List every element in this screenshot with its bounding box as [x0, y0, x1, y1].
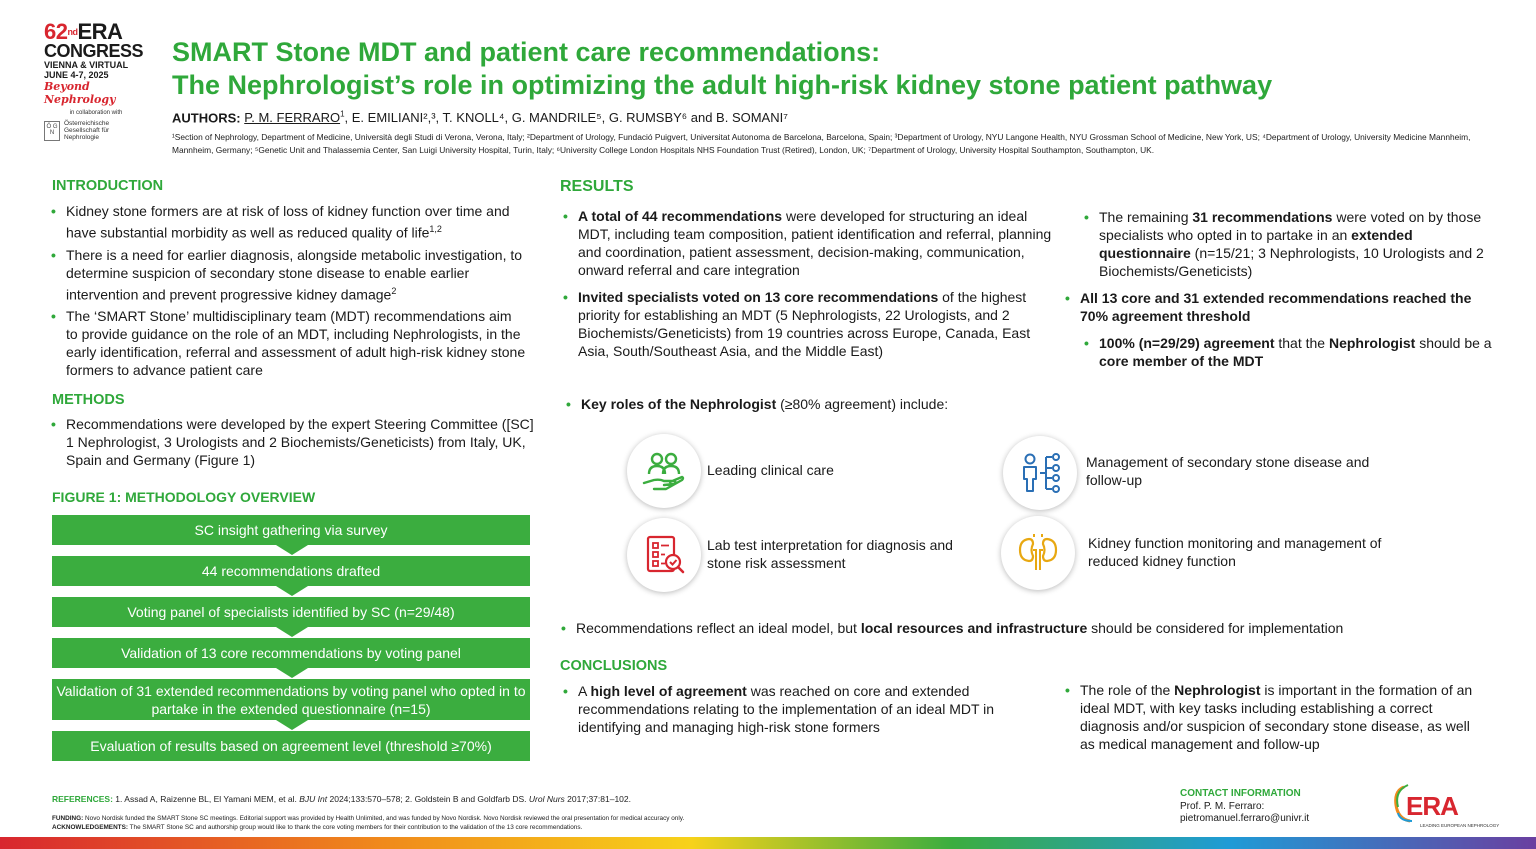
- results-list-right-3: [1083, 334, 1493, 370]
- intro-bullet-2: There is a need for earlier diagnosis, alongside metabolic investigation, to determine suspicion of secondary stone disease to enable earlier intervention and prevent progressive kidney damage: [66, 246, 523, 303]
- list-item: [50, 415, 536, 469]
- list-item: [1083, 208, 1493, 280]
- collab-text: in collaboration with: [69, 110, 123, 116]
- role-icon-circle-4: [1001, 516, 1075, 590]
- role-text-4: Kidney function monitoring and management of reduced kidney function: [1088, 535, 1382, 569]
- lab-checklist-icon: [640, 531, 688, 579]
- result-3-bold-2: extended questionnaire: [1099, 227, 1413, 261]
- kidneys-icon: [1014, 529, 1062, 577]
- other-authors: E. EMILIANI²,³, T. KNOLL⁴, G. MANDRILE⁵, G. RUMSBY⁶ and B. SOMANI⁷: [351, 110, 788, 126]
- key-roles-bold: Key roles of the Nephrologist: [581, 396, 777, 412]
- ideal-bold: local resources and infrastructure: [860, 620, 1088, 636]
- ideal-text: should be considered for implementation: [1087, 620, 1344, 636]
- flow-step-3: [52, 597, 530, 627]
- role-icon-circle-1: [627, 434, 701, 508]
- ack-line: [52, 824, 952, 833]
- congress-word: CONGRESS: [44, 41, 144, 61]
- list-item: [1064, 289, 1490, 325]
- flow-step-6: [52, 731, 530, 761]
- flow-step-2: [52, 556, 530, 586]
- result-3-pre: The remaining: [1099, 209, 1193, 225]
- era-logo: [1392, 781, 1500, 831]
- ogn-name: Österreichische Gesellschaft für Nephrologie: [64, 120, 110, 141]
- results-heading: RESULTS: [560, 178, 634, 195]
- role-icon-circle-3: [627, 518, 701, 592]
- role-text-3: Lab test interpretation for diagnosis and stone risk assessment: [707, 537, 953, 571]
- conclusion-2-bold: Nephrologist: [1174, 682, 1261, 698]
- congress-logo-title: [44, 19, 148, 44]
- reference-1: 1. Assad A, Raizenne BL, El Yamani MEM, et al.: [112, 794, 300, 804]
- congress-number-suffix: nd: [67, 27, 78, 37]
- poster-title: [172, 36, 1512, 102]
- introduction-heading: INTRODUCTION: [52, 178, 164, 194]
- people-hand-icon: [640, 447, 688, 495]
- list-item: [1083, 334, 1493, 370]
- flow-step-label: Voting panel of specialists identified by SC (n=29/48): [127, 604, 455, 620]
- role-icon-circle-2: [1003, 436, 1077, 510]
- funding-label: FUNDING:: [52, 815, 84, 822]
- results-list-right-2: [1064, 289, 1490, 325]
- rainbow-footer-bar: [0, 837, 1536, 849]
- reference-2-end: 2017;37:81–102.: [564, 794, 631, 804]
- conclusion-1-pre: A: [578, 683, 591, 699]
- flow-step-5: [52, 679, 530, 720]
- contact-title: CONTACT INFORMATION: [1180, 788, 1301, 799]
- intro-bullet-2-sup: 2: [391, 285, 397, 296]
- flow-step-label: SC insight gathering via survey: [194, 522, 388, 538]
- list-item: [50, 307, 526, 379]
- intro-bullet-1: Kidney stone formers are at risk of loss of kidney function over time and have substantial morbidity as well as reduced quality of life: [66, 203, 510, 241]
- conclusion-2-text: is important in the formation of an ideal MDT, with key tasks including establishing a correct diagnosis and/or suspicion of secondary stone disease, as well as medical management and follow-up: [1080, 682, 1473, 752]
- flow-step-label: Evaluation of results based on agreement level (threshold ≥70%): [90, 738, 492, 754]
- conclusions-list-left: [562, 682, 1012, 736]
- list-item: [562, 288, 1056, 360]
- introduction-list: [50, 202, 526, 379]
- contact-information: [1180, 788, 1309, 826]
- affiliations: ¹Section of Nephrology, Department of Medicine, Università degli Studi di Verona, Verona, Italy; ²Department of Urology, Fundació Puigvert, Universitat Autonoma de Barcelona, Barcelona, Spain; ³Department of Urology, NYU Langone Health, NYU Grossman School of Medicine, New York, US; ⁴Department of Urology, University Medicine Mannheim, Mannheim, Germany; ⁵Genetic Unit and Thalassemia Center, San Luigi University Hospital, Turin, Italy; ⁶University College London Hospitals NHS Foundation Trust (Retired), London, UK; ⁷Department of Urology, University Hospital Southampton, Southampton, UK.: [172, 132, 1471, 155]
- reference-2-journal: Urol Nurs: [528, 794, 565, 804]
- list-item: [50, 246, 526, 304]
- intro-bullet-3: The ‘SMART Stone’ multidisciplinary team (MDT) recommendations aim to provide guidance on the role of an MDT, including Nephrologists, in the early identification, referral and assessment of adult high-risk kidney stone formers to advance patient care: [66, 308, 526, 379]
- authors-label: AUTHORS: [172, 110, 237, 126]
- flow-step-label: Validation of 31 extended recommendations by voting panel who opted in to partake in the extended questionnaire (n=15): [56, 682, 526, 717]
- congress-era: ERA: [77, 19, 123, 44]
- conclusion-2-pre: The role of the: [1080, 682, 1175, 698]
- list-item: [562, 207, 1056, 279]
- result-5-bold-3: core member of the MDT: [1099, 353, 1264, 369]
- reference-1-end: 2024;133:570–578; 2. Goldstein B and Goldfarb DS.: [327, 794, 529, 804]
- congress-tagline: Beyond Nephrology: [44, 80, 116, 106]
- list-item: [565, 395, 1165, 413]
- results-list-left: [562, 207, 1056, 360]
- references-label: REFERENCES:: [52, 794, 113, 804]
- result-1-bold: A total of 44 recommendations: [578, 208, 783, 224]
- flow-step-4: [52, 638, 530, 668]
- result-3-bold-1: 31 recommendations: [1192, 209, 1333, 225]
- list-item: [50, 202, 526, 242]
- result-1-text: were developed for structuring an ideal MDT, including team composition, patient identification and referral, planning and coordination, patient assessment, decision-making, communication, onward referral and care integration: [578, 208, 1052, 278]
- funding-block: [52, 815, 952, 832]
- result-5-mid-2: should be a: [1415, 335, 1492, 351]
- role-text-2: Management of secondary stone disease and follow-up: [1086, 454, 1370, 488]
- ogn-logo: [44, 120, 148, 141]
- conclusions-list-right: [1064, 681, 1484, 753]
- congress-number: 62: [44, 19, 68, 44]
- flow-arrow: [276, 627, 308, 637]
- era-logo-text: ERA: [1406, 791, 1458, 821]
- era-logo-sub: LEADING EUROPEAN NEPHROLOGY: [1420, 823, 1500, 828]
- contact-email[interactable]: pietromanuel.ferraro@univr.it: [1180, 813, 1310, 824]
- contact-name: Prof. P. M. Ferraro:: [1180, 800, 1265, 812]
- congress-place: VIENNA & VIRTUAL: [44, 60, 129, 70]
- key-roles-list: [565, 395, 1165, 413]
- ogn-mark: Ö G N: [44, 121, 60, 141]
- references: [52, 794, 631, 804]
- flow-step-1: [52, 515, 530, 545]
- flow-step-label: Validation of 13 core recommendations by voting panel: [121, 645, 461, 661]
- funding-text: Novo Nordisk funded the SMART Stone SC meetings. Editorial support was provided by Health Unlimited, and was funded by Novo Nordisk. Novo Nordisk reviewed the oral presentation for medical accuracy only.: [83, 815, 685, 822]
- ack-label: ACKNOWLEDGEMENTS:: [52, 823, 128, 831]
- results-list-right-1: [1083, 208, 1493, 280]
- authors: AUTHORS: P. M. FERRARO$^1$, E. EMILIANI²,³, T. KNOLL⁴, G. MANDRILE⁵, G. RUMSBY⁶ and B. SOMANI⁷: [172, 110, 788, 126]
- conclusion-1-bold: high level of agreement: [590, 683, 747, 699]
- ideal-pre: Recommendations reflect an ideal model, but: [576, 620, 861, 636]
- result-2-text: of the highest priority for establishing an MDT (5 Nephrologists, 22 Urologists, and 2 Biochemists/Geneticists) from 19 countries across Europe, Canada, East Asia, South/Southeast Asia, and the Middle East): [578, 289, 1031, 359]
- result-3-text: (n=15/21; 3 Nephrologists, 10 Urologists and 2 Biochemists/Geneticists): [1099, 245, 1484, 279]
- list-item: [562, 682, 1012, 736]
- title-line-2: The Nephrologist’s role in optimizing the adult high-risk kidney stone patient pathway: [172, 70, 1273, 100]
- ideal-model-list: [560, 619, 1460, 637]
- methods-list: [50, 415, 536, 469]
- flow-arrow: [276, 545, 308, 555]
- congress-logo: [44, 19, 148, 141]
- result-3-mid: were voted on by those specialists who opted in to partake in an: [1099, 209, 1482, 243]
- result-4-bold: All 13 core and 31 extended recommendations reached the 70% agreement threshold: [1080, 290, 1472, 324]
- intro-bullet-1-sup: 1,2: [429, 224, 442, 234]
- flow-arrow: [276, 586, 308, 596]
- list-item: [1064, 681, 1484, 753]
- role-text-1: Leading clinical care: [707, 462, 834, 478]
- result-5-bold-1: 100% (n=29/29) agreement: [1099, 335, 1275, 351]
- first-author: P. M. FERRARO: [244, 110, 341, 126]
- conclusions-heading: CONCLUSIONS: [560, 658, 668, 674]
- list-item: [560, 619, 1460, 637]
- methods-heading: METHODS: [52, 392, 125, 408]
- funding-line: [52, 815, 952, 824]
- team-hierarchy-icon: [1016, 449, 1064, 497]
- reference-1-journal: BJU Int: [299, 794, 328, 804]
- result-2-bold: Invited specialists voted on 13 core recommendations: [578, 289, 939, 305]
- key-roles-text: (≥80% agreement) include:: [776, 396, 949, 412]
- conclusion-1-text: was reached on core and extended recommendations relating to the implementation of an ideal MDT in identifying and managing high-risk stone formers: [578, 683, 995, 735]
- methods-bullet-1: Recommendations were developed by the expert Steering Committee ([SC] 1 Nephrologist, 3 Urologists and 2 Biochemists/Geneticists) from Italy, UK, Spain and Germany (Figure 1): [66, 416, 534, 468]
- flow-arrow: [276, 668, 308, 678]
- flow-step-label: 44 recommendations drafted: [201, 563, 381, 579]
- flow-arrow: [276, 720, 308, 730]
- ack-text: The SMART Stone SC and authorship group would like to thank the core voting members for their contribution to the validation of the 13 core recommendations.: [127, 823, 583, 831]
- title-line-1: SMART Stone MDT and patient care recommendations:: [172, 37, 881, 67]
- congress-dates: JUNE 4-7, 2025: [44, 70, 109, 80]
- result-5-mid: that the: [1274, 335, 1329, 351]
- figure-heading: FIGURE 1: METHODOLOGY OVERVIEW: [52, 489, 316, 505]
- result-5-bold-2: Nephrologist: [1328, 335, 1416, 351]
- first-author-sup: 1: [340, 110, 345, 119]
